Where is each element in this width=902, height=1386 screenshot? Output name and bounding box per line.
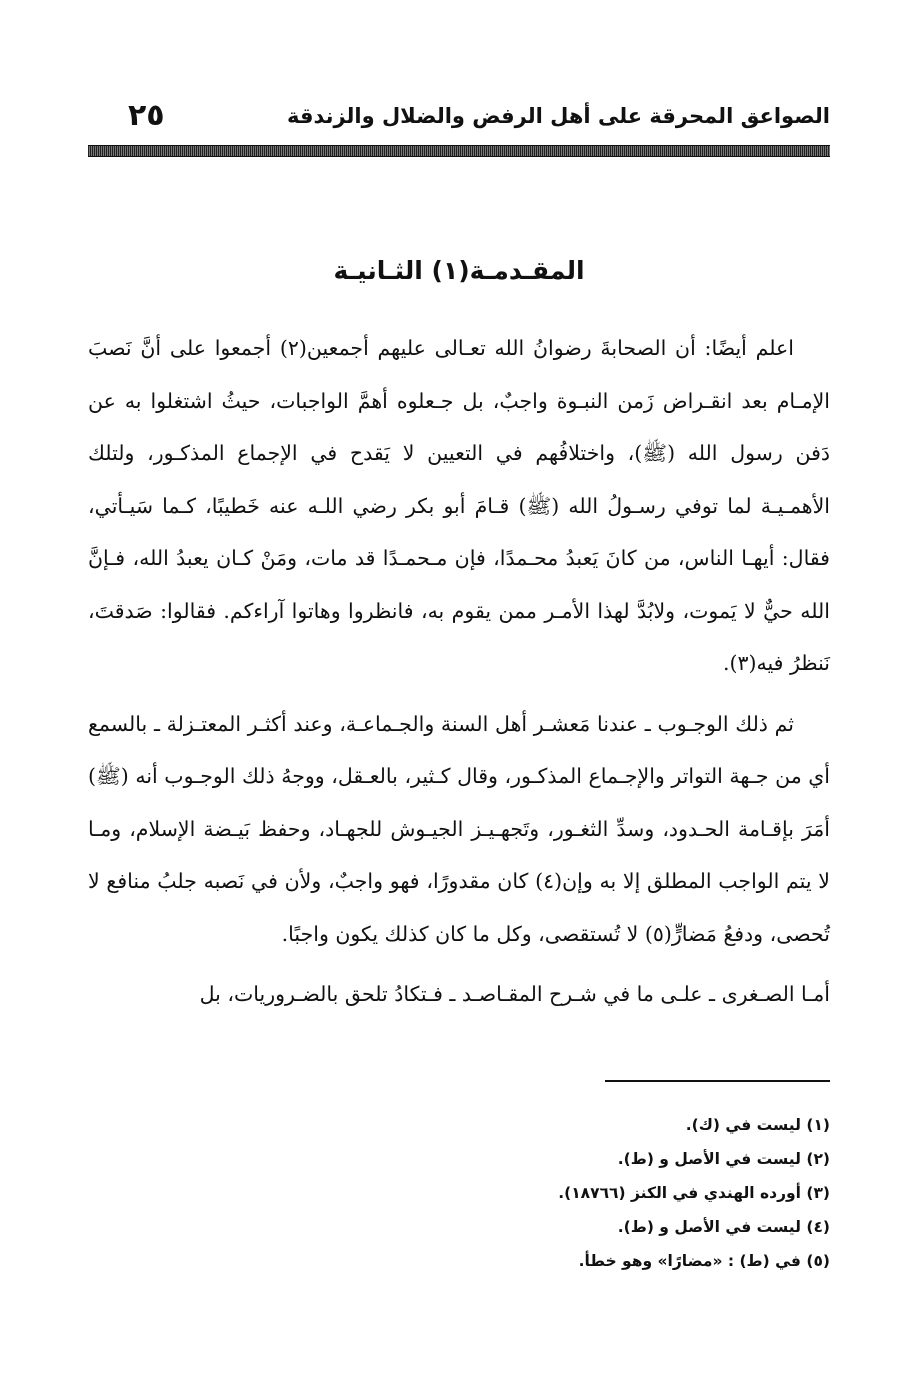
footnote: (٥) في (ط) : «مضارًا» وهو خطأ. bbox=[578, 1252, 830, 1270]
paragraph: ثم ذلك الوجـوب ـ عندنا مَعشـر أهل السنة والجـماعـة، وعند أكثـر المعتـزلة ـ بالسمع أي من جـهة التواتر والإجـماع المذكـور، وقال كـثير، بالعـقل، ووجهُ ذلك الوجـوب أنه (ﷺ) أمَرَ بإقـامة الحـدود، وسدِّ الثغـور، وتَجهـيـز الجيـوش للجهـاد، وحفظ بَيـضة الإسلام، ومـا لا يتم الواجب المطلق إلا به وإن(٤) كان مقدورًا، فهو واجبٌ، ولأن في نَصبه جلبُ منافع لا تُحصى، ودفعُ مَضارٍّ(٥) لا تُستقصى، وكل ما كان كذلك يكون واجبًا. bbox=[88, 711, 830, 946]
main-text bbox=[88, 322, 830, 1029]
footnote: (٢) ليست في الأصل و (ط). bbox=[617, 1150, 830, 1168]
header-rule bbox=[88, 145, 830, 157]
running-header bbox=[88, 100, 830, 140]
section-title: المقـدمـة(١) الثـانيـة bbox=[333, 256, 585, 285]
footnote-rule bbox=[605, 1080, 830, 1082]
footnote: (٣) أورده الهندي في الكنز (١٨٧٦٦). bbox=[558, 1184, 830, 1202]
paragraph: اعلم أيضًا: أن الصحابةَ رضوانُ الله تعـالى عليهم أجمعين(٢) أجمعوا على أنَّ نَصبَ الإمـام بعد انقـراض زَمن النبـوة واجبٌ، بل جـعلوه أهمَّ الواجبات، حيثُ اشتغلوا به عن دَفن رسول الله (ﷺ)، واختلافُهم في التعيين لا يَقدح في الإجماع المذكـور، ولتلك الأهمـيـة لما توفي رسـولُ الله (ﷺ) قـامَ أبو بكر رضي اللـه عنه خَطيبًا، كـما سَيـأتي، فقال: أيهـا الناس، من كانَ يَعبدُ محـمدًا، فإن مـحمـدًا قد مات، ومَنْ كـان يعبدُ الله، فـإنَّ الله حيٌّ لا يَموت، ولابُدَّ لهذا الأمـر ممن يقوم به، فانظروا وهاتوا آراءكم. فقالوا: صَدقتَ، نَنظرُ فيه(٣). bbox=[88, 336, 830, 675]
footnote: (١) ليست في (ك). bbox=[685, 1116, 830, 1134]
footnote: (٤) ليست في الأصل و (ط). bbox=[617, 1218, 830, 1236]
footnotes bbox=[300, 1108, 830, 1278]
paragraph: أمـا الصـغرى ـ علـى ما في شـرح المقـاصـد ـ فـتكادُ تلحق بالضـروريات، بل bbox=[199, 982, 830, 1006]
page-number: ٢٥ bbox=[128, 98, 165, 133]
running-header-title: الصواعق المحرقة على أهل الرفض والضلال والزندقة bbox=[286, 104, 830, 128]
